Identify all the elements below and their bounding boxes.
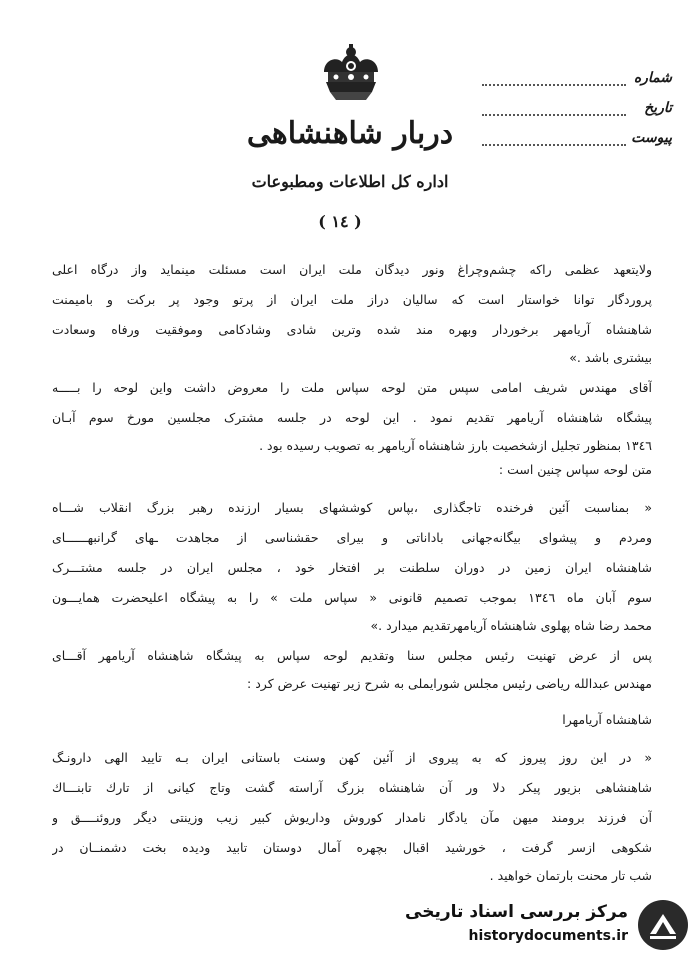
text-line: ولایتعهد عظمی راکه چشم‌وچراغ ونور دیدگان ملت ایران است مسئلت مینماید واز درگاه اعلی [52,262,652,277]
dotted-line [482,144,626,146]
text-line: محمد رضا شاه پهلوی شاهنشاه آریامهرتقدیم میدارد .» [370,618,652,633]
text-line: شب تار محنت بارتمان خواهید . [489,868,652,883]
text-line: آن فرزند برومند میهن مآن یادگار نامدار کوروش وداریوش کبیر زیب وزینتی دیگر وروئنــــق و [52,810,652,825]
dotted-line [482,114,626,116]
text-line: شاهنشاه آریامهر برخوردار وبهره مند شده وترین شادی وشادکامی وموفقیت ورفاه وسعادت [52,322,652,337]
text-line: « در این روز پیروز که به پیروی از آئین کهن وسنت باستانی ایران بـه تایید الهی دارونـگ [52,750,652,765]
text-line: آقای مهندس شریف امامی سپس متن لوحه سپاس ملت را معروض داشت واین لوحه را بـــــه [52,380,652,395]
watermark-org-name: مرکز بررسی اسناد تاریخی [405,902,628,922]
field-label: پیوست [631,130,672,146]
text-line: پس از عرض تهنیت رئیس مجلس سنا وتقدیم لوحه سپاس به پیشگاه شاهنشاه آریامهر آقـــای [52,648,652,663]
court-title: دربار شاهنشاهی [246,116,454,151]
field-number [482,70,672,92]
document-number: ( ١٤ ) [318,212,362,231]
book-emblem-icon [636,898,690,952]
dotted-line [482,84,626,86]
text-line: مهندس عبدالله ریاضی رئیس مجلس شورایملی به شرح زیر تهنیت عرض کرد : [247,676,652,691]
text-line: شکوهی ازسر گرفت ، خورشید اقبال بچهره آمال دوستان تابید ودیده بخت دشمنــان در [52,840,652,855]
text-line: پیشگاه شاهنشاه آریامهر تقدیم نمود . این لوحه در جلسه مشترک مجلسین مورخ سوم آبـان [52,410,652,425]
field-label: تاریخ [644,100,672,116]
text-line: « بمناسبت آئین فرخنده تاجگذاری ،بپاس کوششهای بسیار ارزنده رهبر بزرگ انقلاب شـــاه [52,500,652,515]
text-line: ١٣٤٦ بمنظور تجلیل ازشخصیت بارز شاهنشاه آریامهر به تصویب رسیده بود . [259,438,652,453]
text-line: شاهنشاهی بزیور پیکر دلا ور آن شاهنشاه بزرگ آراسته گشت وتاج کیانی از تارك تابنـــاك [52,780,652,795]
text-line: ومردم و پیشوای بیگانه‌جهانی باداناتی و بیرای حقشناسی از مجاهدت ـهای گرانبهــــــای [52,530,652,545]
text-line: سوم آبان ماه ١٣٤٦ بموجب تصمیم قانونی « سپاس ملت » را به پیشگاه اعلیحضرت همایـــون [52,590,652,605]
field-attachment [482,130,672,152]
text-line: شاهنشاه ایران زمین در دوران سلطنت بر افتخار خود ، مجلس ایران در جلسه مشتـــرک [52,560,652,575]
department-title: اداره کل اطلاعات ومطبوعات [251,172,449,191]
watermark-url: historydocuments.ir [468,928,628,944]
field-label: شماره [633,70,672,86]
text-line: پروردگار توانا خواستار است که سالیان دراز ملت ایران از پرتو وجود پر برکت و بامیمنت [52,292,652,307]
text-line: بیشتری باشد .» [569,350,652,365]
field-date [482,100,672,122]
salutation: شاهنشاه آریامهرا [562,712,652,727]
crown-emblem-icon [316,42,386,108]
text-line: متن لوحه سپاس چنین است : [498,462,652,477]
